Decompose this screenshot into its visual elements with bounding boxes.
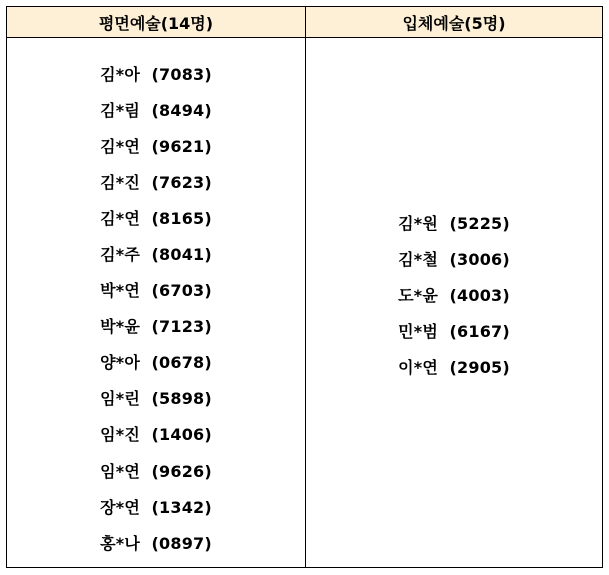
flat-entry: 김*림 (8494) [100,100,212,120]
header-solid-art: 입체예술(5명) [306,7,602,38]
flat-entry: 김*진 (7623) [100,172,212,192]
solid-art-list [306,38,602,567]
flat-entry: 김*연 (9621) [100,136,212,156]
header-flat-art: 평면예술(14명) [7,7,306,38]
flat-entry: 홍*나 (0897) [100,533,212,553]
flat-entry: 김*연 (8165) [100,208,212,228]
flat-entry: 박*연 (6703) [100,281,212,301]
flat-entry: 김*주 (8041) [100,245,212,265]
flat-entry: 임*연 (9626) [100,461,212,481]
flat-entry: 김*아 (7083) [100,64,212,84]
flat-entry: 박*윤 (7123) [100,317,212,337]
flat-entry: 장*연 (1342) [100,497,212,517]
solid-entry: 도*윤 (4003) [398,286,510,305]
solid-entry: 이*연 (2905) [398,358,510,378]
winners-table [6,6,603,568]
flat-entry: 양*아 (0678) [100,353,212,373]
solid-entry: 김*원 (5225) [398,213,510,233]
solid-entry: 민*범 (6167) [398,322,510,342]
flat-art-list [7,38,306,567]
solid-entry: 김*철 (3006) [398,249,510,269]
flat-entry: 임*린 (5898) [100,389,212,409]
flat-entry: 임*진 (1406) [100,425,212,445]
